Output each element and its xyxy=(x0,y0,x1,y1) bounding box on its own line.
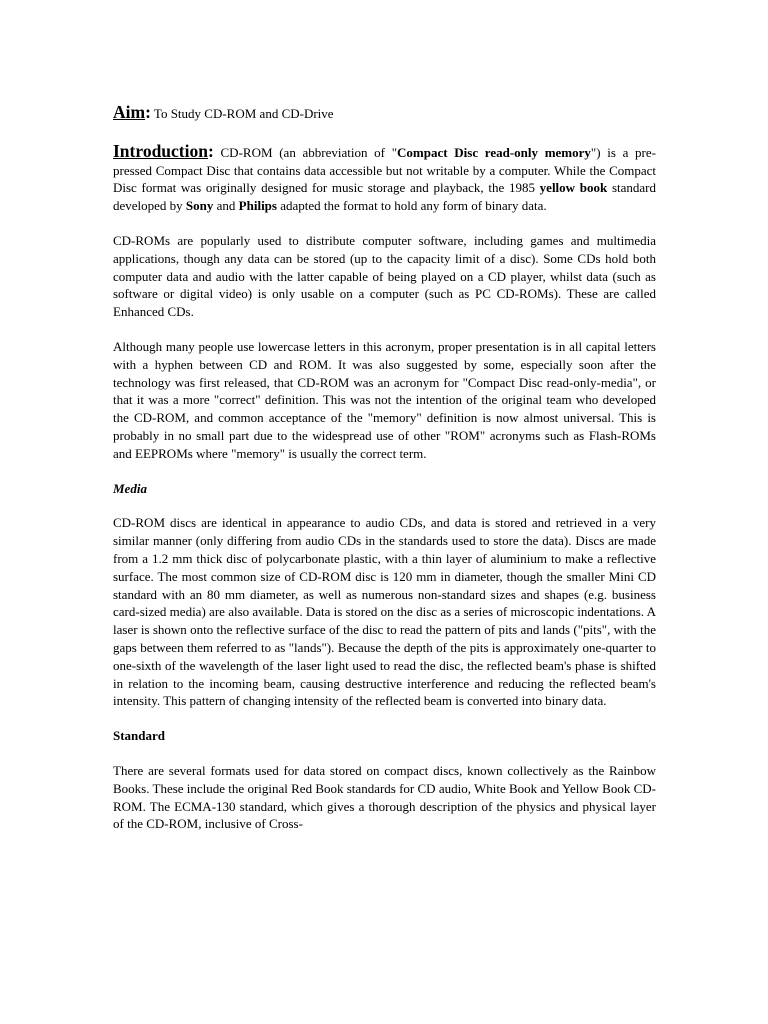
intro-text-3: standard developed by xyxy=(113,180,656,214)
aim-line xyxy=(113,104,656,123)
aim-label: Aim xyxy=(113,102,146,122)
introduction-paragraph xyxy=(113,140,656,215)
media-paragraph: CD-ROM discs are identical in appearance to audio CDs, and data is stored and retrieved in a very similar manner (only differing from audio CDs in the standards used to store the data). Discs are made from a 1.2 mm thick disc of polycarbonate plastic, with a thin layer of aluminium to make a reflective surface. The most common size of CD-ROM disc is 120 mm in diameter, though the smaller Mini CD standard with an 80 mm diameter, as well as numerous non-standard sizes and shapes (e.g. business card-sized media) are also available. Data is stored on the disc as a series of microscopic indentations. A laser is shown onto the reflective surface of the disc to read the pattern of pits and lands ("pits", with the gaps between them referred to as "lands"). Because the depth of the pits is approximately one-quarter to one-sixth of the wavelength of the laser light used to read the disc, the reflected beam's phase is shifted in relation to the incoming beam, causing destructive interference and reducing the reflected beam's intensity. This pattern of changing intensity of the reflected beam is converted into binary data. xyxy=(113,515,656,709)
paragraph-acronym: Although many people use lowercase letters in this acronym, proper presentation is in all capital letters with a hyphen between CD and ROM. It was also suggested by some, especially soon after the technology was first released, that CD-ROM was an acronym for "Compact Disc read-only-media", or that it was a more "correct" definition. This was not the intention of the original team who developed the CD-ROM, and common acceptance of the "memory" definition is now almost universal. This is probably in no small part due to the widespread use of other "ROM" acronyms such as Flash-ROMs and EEPROMs where "memory" is usually the correct term. xyxy=(113,338,656,461)
introduction-colon: : xyxy=(207,140,214,161)
aim-text: To Study CD-ROM and CD-Drive xyxy=(150,106,334,121)
intro-bold-philips: Philips xyxy=(238,198,277,214)
introduction-label: Introduction xyxy=(113,140,208,161)
standard-paragraph: There are several formats used for data stored on compact discs, known collectively as the Rainbow Books. These include the original Red Book standards for CD audio, White Book and Yellow Book CD-ROM. The ECMA-130 standard, which gives a thorough description of the physics and physical layer of the CD-ROM, inclusive of Cross- xyxy=(113,762,656,832)
intro-bold-sony: Sony xyxy=(185,198,214,214)
intro-bold-compact-disc: Compact Disc read-only memory xyxy=(397,144,591,160)
intro-text-5: adapted the format to hold any form of binary data. xyxy=(276,198,547,214)
paragraph-cd-roms-usage: CD-ROMs are popularly used to distribute computer software, including games and multimedia applications, though any data can be stored (up to the capacity limit of a disc). Some CDs hold both computer data and audio with the latter capable of being played on a CD player, whilst data (such as software or digital video) is only usable on a computer (such as PC CD-ROMs). These are called Enhanced CDs. xyxy=(113,232,656,320)
media-heading: Media xyxy=(113,480,147,496)
intro-text-1: CD-ROM (an abbreviation of " xyxy=(213,144,398,160)
intro-text-4: and xyxy=(213,198,239,214)
intro-text-2: ") is a pre-pressed Compact Disc that contains data accessible but not writable by a computer. While the Compact Disc format was originally designed for music storage and playback, the 1985 xyxy=(113,144,656,196)
intro-bold-yellow-book: yellow book xyxy=(539,180,608,196)
aim-colon: : xyxy=(145,102,151,122)
standard-heading: Standard xyxy=(113,728,166,744)
document-page xyxy=(113,104,656,850)
